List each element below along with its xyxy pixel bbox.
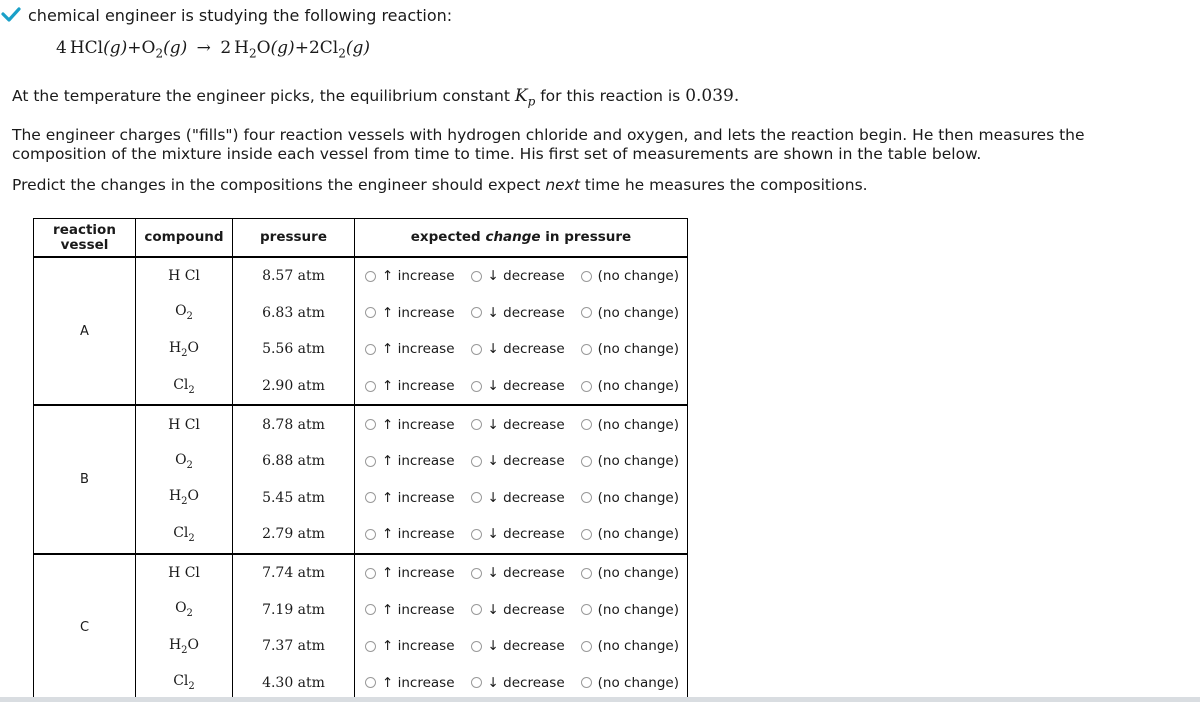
radio-group <box>355 526 687 542</box>
table-header-row <box>34 219 688 258</box>
radio-button[interactable] <box>581 419 592 430</box>
option-label: ↑ increase <box>382 489 455 506</box>
option-label: ↑ increase <box>382 674 455 691</box>
compound-cell: $Cl_2$ <box>136 368 233 406</box>
radio-group <box>355 305 687 321</box>
option-label: ↑ increase <box>382 601 455 618</box>
change-options-cell <box>355 295 688 332</box>
option-increase[interactable] <box>365 268 455 284</box>
option-no-change[interactable] <box>581 675 679 691</box>
radio-button[interactable] <box>471 641 482 652</box>
option-decrease[interactable] <box>471 602 565 618</box>
coef-h2o: 2 <box>220 38 232 58</box>
option-increase[interactable] <box>365 675 455 691</box>
state-o2: (g) <box>163 38 188 58</box>
change-options-cell <box>355 628 688 665</box>
radio-button[interactable] <box>471 271 482 282</box>
option-no-change[interactable] <box>581 490 679 506</box>
option-label: ↓ decrease <box>487 526 565 543</box>
radio-button[interactable] <box>365 271 376 282</box>
option-decrease[interactable] <box>471 453 565 469</box>
radio-group <box>355 602 687 618</box>
composition-table <box>33 218 688 701</box>
radio-button[interactable] <box>365 419 376 430</box>
option-label: ↑ increase <box>382 304 455 321</box>
option-decrease[interactable] <box>471 490 565 506</box>
option-decrease[interactable] <box>471 565 565 581</box>
radio-button[interactable] <box>471 344 482 355</box>
option-label: (no change) <box>597 489 679 506</box>
option-label: ↓ decrease <box>487 378 565 395</box>
option-label: ↓ decrease <box>487 489 565 506</box>
plus-sign: + <box>127 38 142 58</box>
compound-cell: H Cl <box>136 257 233 295</box>
plus-sign: + <box>294 38 309 58</box>
kp-suffix: for this reaction is <box>540 87 681 105</box>
compound-cell: $Cl_2$ <box>136 516 233 554</box>
option-increase[interactable] <box>365 602 455 618</box>
radio-button[interactable] <box>365 604 376 615</box>
radio-group <box>355 638 687 654</box>
radio-button[interactable] <box>471 529 482 540</box>
option-label: (no change) <box>597 565 679 582</box>
pressure-cell: 2.90 atm <box>233 368 355 406</box>
option-no-change[interactable] <box>581 268 679 284</box>
predict-emphasis: next <box>545 176 580 194</box>
radio-button[interactable] <box>471 568 482 579</box>
option-label: ↓ decrease <box>487 268 565 285</box>
intro-text: chemical engineer is studying the following reaction: <box>28 6 453 25</box>
option-label: (no change) <box>597 341 679 358</box>
radio-button[interactable] <box>581 677 592 688</box>
vessel-label: C <box>34 554 136 701</box>
compound-cell: $H_2O$ <box>136 331 233 368</box>
change-options-cell <box>355 480 688 517</box>
radio-button[interactable] <box>365 307 376 318</box>
option-label: ↓ decrease <box>487 341 565 358</box>
radio-button[interactable] <box>471 307 482 318</box>
change-options-cell <box>355 591 688 628</box>
pressure-cell: 8.57 atm <box>233 257 355 295</box>
radio-button[interactable] <box>581 492 592 503</box>
change-options-cell <box>355 665 688 702</box>
option-decrease[interactable] <box>471 526 565 542</box>
pressure-cell: 2.79 atm <box>233 516 355 554</box>
option-label: ↓ decrease <box>487 674 565 691</box>
option-increase[interactable] <box>365 453 455 469</box>
option-increase[interactable] <box>365 526 455 542</box>
option-label: ↓ decrease <box>487 304 565 321</box>
option-increase[interactable] <box>365 565 455 581</box>
coef-cl2: 2 <box>308 38 320 58</box>
vessel-label: A <box>34 257 136 405</box>
checkmark-icon <box>0 4 22 26</box>
radio-button[interactable] <box>365 344 376 355</box>
radio-group <box>355 378 687 394</box>
change-options-cell <box>355 405 688 443</box>
option-increase[interactable] <box>365 341 455 357</box>
bottom-scrollbar[interactable] <box>0 697 1200 702</box>
option-decrease[interactable] <box>471 675 565 691</box>
radio-button[interactable] <box>471 492 482 503</box>
header-vessel: reaction vessel <box>34 219 136 258</box>
radio-button[interactable] <box>581 604 592 615</box>
change-options-cell <box>355 443 688 480</box>
option-label: (no change) <box>597 674 679 691</box>
option-label: (no change) <box>597 453 679 470</box>
radio-button[interactable] <box>471 604 482 615</box>
option-label: (no change) <box>597 378 679 395</box>
change-options-cell <box>355 516 688 554</box>
radio-button[interactable] <box>471 419 482 430</box>
option-no-change[interactable] <box>581 638 679 654</box>
option-decrease[interactable] <box>471 638 565 654</box>
option-label: (no change) <box>597 416 679 433</box>
radio-button[interactable] <box>365 568 376 579</box>
species-h2o-h: H <box>234 38 249 58</box>
compound-cell: $Cl_2$ <box>136 665 233 702</box>
pressure-cell: 7.74 atm <box>233 554 355 592</box>
radio-group <box>355 341 687 357</box>
pressure-cell: 7.19 atm <box>233 591 355 628</box>
kp-value: 0.039. <box>685 86 740 106</box>
pressure-cell: 7.37 atm <box>233 628 355 665</box>
option-increase[interactable] <box>365 490 455 506</box>
radio-group <box>355 453 687 469</box>
radio-button[interactable] <box>581 641 592 652</box>
radio-group <box>355 565 687 581</box>
change-options-cell <box>355 331 688 368</box>
radio-button[interactable] <box>365 492 376 503</box>
sub-o2: 2 <box>155 46 164 61</box>
pressure-cell: 6.88 atm <box>233 443 355 480</box>
table-row <box>34 405 688 443</box>
predict-instruction: Predict the changes in the compositions the engineer should expect next time he measures the compositions. <box>12 176 868 194</box>
radio-button[interactable] <box>581 307 592 318</box>
option-increase[interactable] <box>365 378 455 394</box>
option-label: ↑ increase <box>382 341 455 358</box>
radio-group <box>355 490 687 506</box>
compound-cell: H Cl <box>136 554 233 592</box>
sub-cl2: 2 <box>338 46 346 61</box>
radio-button[interactable] <box>581 568 592 579</box>
vessel-label: B <box>34 405 136 553</box>
header-expected-change: expected change in pressure <box>355 219 688 258</box>
pressure-cell: 5.56 atm <box>233 331 355 368</box>
equilibrium-constant-line <box>12 86 739 108</box>
option-label: (no change) <box>597 526 679 543</box>
radio-button[interactable] <box>581 529 592 540</box>
option-decrease[interactable] <box>471 417 565 433</box>
radio-group <box>355 417 687 433</box>
option-increase[interactable] <box>365 417 455 433</box>
radio-button[interactable] <box>471 677 482 688</box>
pressure-cell: 5.45 atm <box>233 480 355 517</box>
species-o2: O <box>141 38 156 58</box>
option-no-change[interactable] <box>581 453 679 469</box>
option-label: ↓ decrease <box>487 638 565 655</box>
compound-cell: $O_2$ <box>136 443 233 480</box>
option-label: ↑ increase <box>382 638 455 655</box>
pressure-cell: 4.30 atm <box>233 665 355 702</box>
reaction-arrow: → <box>196 38 211 58</box>
compound-cell: $H_2O$ <box>136 480 233 517</box>
compound-cell: H Cl <box>136 405 233 443</box>
compound-cell: $O_2$ <box>136 591 233 628</box>
radio-button[interactable] <box>471 456 482 467</box>
option-label: ↓ decrease <box>487 601 565 618</box>
radio-button[interactable] <box>365 456 376 467</box>
option-label: ↓ decrease <box>487 453 565 470</box>
option-decrease[interactable] <box>471 268 565 284</box>
species-cl2: Cl <box>319 38 339 58</box>
coef-hcl: 4 <box>56 38 67 58</box>
option-label: ↑ increase <box>382 526 455 543</box>
option-label: ↑ increase <box>382 268 455 285</box>
radio-group <box>355 268 687 284</box>
header-pressure: pressure <box>233 219 355 258</box>
radio-group <box>355 675 687 691</box>
option-label: ↓ decrease <box>487 416 565 433</box>
compound-cell: $H_2O$ <box>136 628 233 665</box>
radio-button[interactable] <box>365 677 376 688</box>
option-label: ↑ increase <box>382 416 455 433</box>
option-no-change[interactable] <box>581 341 679 357</box>
option-no-change[interactable] <box>581 602 679 618</box>
sub-h2o: 2 <box>248 46 257 61</box>
option-label: ↑ increase <box>382 378 455 395</box>
radio-button[interactable] <box>581 344 592 355</box>
pressure-cell: 6.83 atm <box>233 295 355 332</box>
option-label: (no change) <box>597 304 679 321</box>
option-no-change[interactable] <box>581 565 679 581</box>
change-options-cell <box>355 368 688 406</box>
header-compound: compound <box>136 219 233 258</box>
kp-prefix: At the temperature the engineer picks, the equilibrium constant <box>12 87 510 105</box>
option-decrease[interactable] <box>471 378 565 394</box>
change-options-cell <box>355 257 688 295</box>
radio-button[interactable] <box>581 456 592 467</box>
radio-button[interactable] <box>581 271 592 282</box>
radio-button[interactable] <box>581 381 592 392</box>
pressure-cell: 8.78 atm <box>233 405 355 443</box>
radio-button[interactable] <box>365 529 376 540</box>
option-no-change[interactable] <box>581 526 679 542</box>
compound-cell: $O_2$ <box>136 295 233 332</box>
radio-button[interactable] <box>471 381 482 392</box>
option-label: (no change) <box>597 601 679 618</box>
reaction-equation <box>56 38 370 60</box>
state-cl2: (g) <box>345 38 371 58</box>
option-label: ↑ increase <box>382 565 455 582</box>
option-label: (no change) <box>597 638 679 655</box>
option-increase[interactable] <box>365 305 455 321</box>
option-no-change[interactable] <box>581 417 679 433</box>
option-increase[interactable] <box>365 638 455 654</box>
table-row <box>34 554 688 592</box>
option-label: (no change) <box>597 268 679 285</box>
species-hcl: HCl <box>69 38 104 58</box>
radio-button[interactable] <box>365 381 376 392</box>
problem-paragraph: The engineer charges ("fills") four reaction vessels with hydrogen chloride and oxygen, and lets the reaction begin. He then measures the composition of the mixture inside each vessel from time to time. His first set of measurements are shown in the table below. <box>12 126 1085 163</box>
option-decrease[interactable] <box>471 305 565 321</box>
table-row <box>34 257 688 295</box>
change-options-cell <box>355 554 688 592</box>
state-hcl: (g) <box>103 38 128 58</box>
radio-button[interactable] <box>365 641 376 652</box>
option-label: ↑ increase <box>382 453 455 470</box>
state-h2o: (g) <box>270 38 295 58</box>
option-decrease[interactable] <box>471 341 565 357</box>
option-label: ↓ decrease <box>487 565 565 582</box>
option-no-change[interactable] <box>581 305 679 321</box>
species-h2o-o: O <box>256 38 271 58</box>
option-no-change[interactable] <box>581 378 679 394</box>
kp-symbol: $K_p$ <box>514 86 536 109</box>
